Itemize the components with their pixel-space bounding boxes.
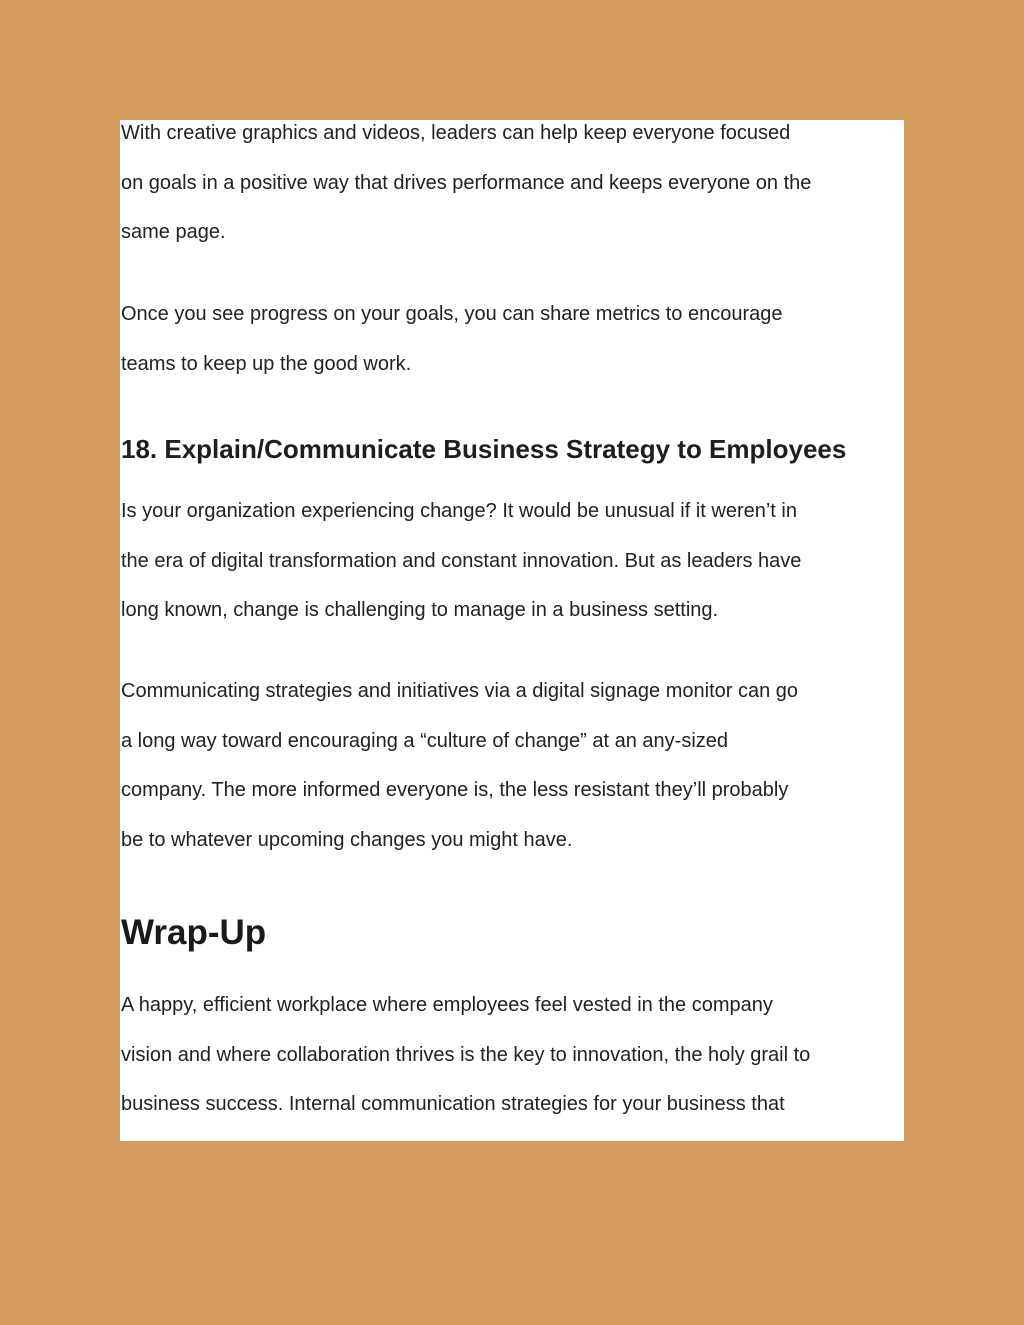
paragraph-organization-change: Is your organization experiencing change? It would be unusual if it weren’t in the era of digital transformation and constant innovation. But as leaders have long known, change is challenging to manage in a business setting. — [121, 500, 802, 621]
wrap-up-heading: Wrap-Up — [121, 913, 267, 952]
section-18-heading: 18. Explain/Communicate Business Strategy to Employees — [121, 434, 847, 464]
paragraph-graphics-videos: With creative graphics and videos, leaders can help keep everyone focused on goals in a positive way that drives performance and keeps everyone on the same page. — [121, 122, 812, 243]
paragraph-progress-metrics: Once you see progress on your goals, you can share metrics to encourage teams to keep up the good work. — [121, 303, 783, 375]
paragraph-happy-workplace: A happy, efficient workplace where employees feel vested in the company vision and where collaboration thrives is the key to innovation, the holy grail to business success. Internal communication strategies for your business that — [121, 994, 811, 1115]
paragraph-communicating-strategies: Communicating strategies and initiatives via a digital signage monitor can go a long way toward encouraging a “culture of change” at an any-sized company. The more informed everyone is, the less resistant they’ll probably be to whatever upcoming changes you might have. — [121, 680, 799, 851]
